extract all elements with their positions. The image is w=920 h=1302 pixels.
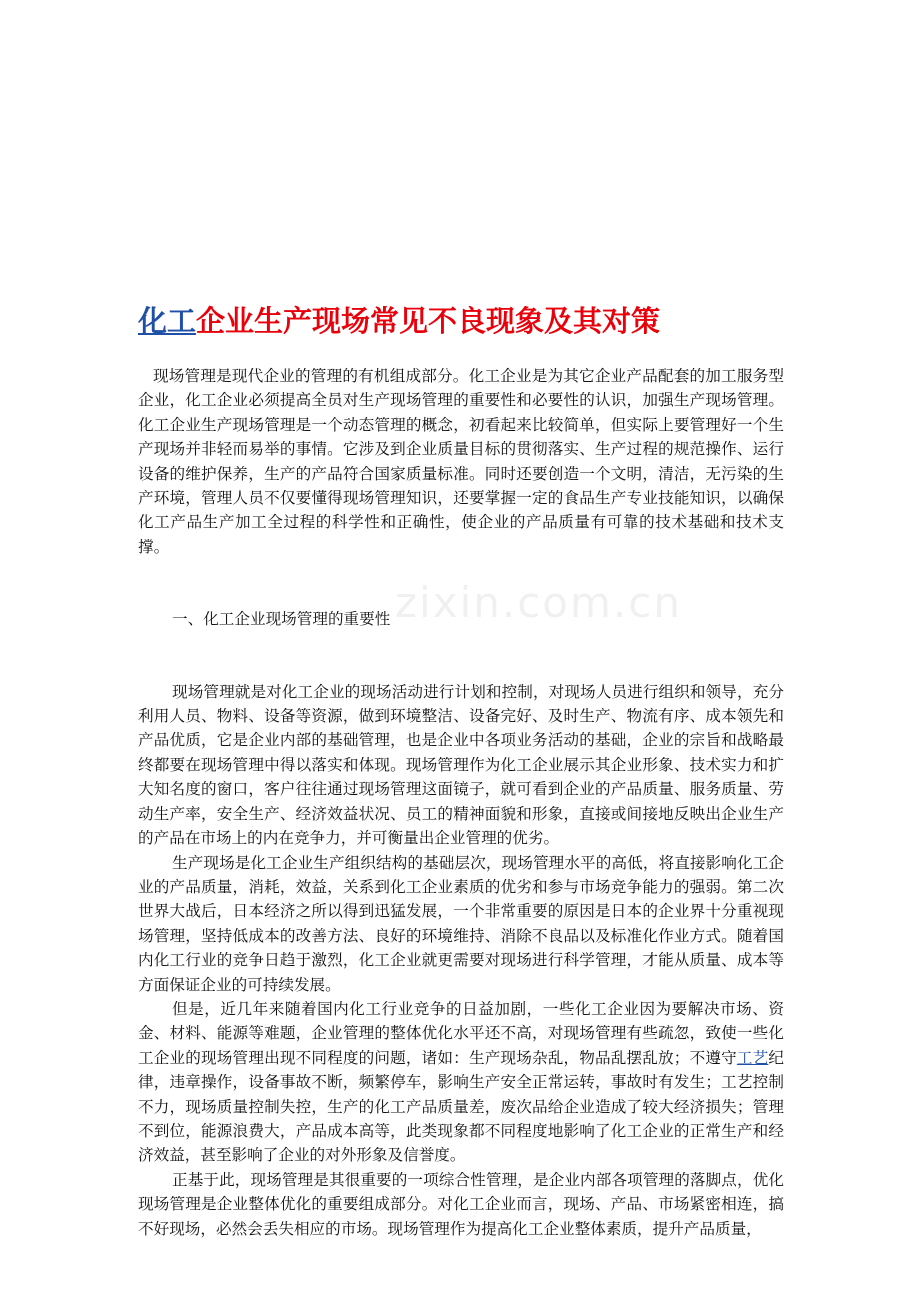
- body-paragraph-4: 正基于此，现场管理是其很重要的一项综合性管理，是企业内部各项管理的落脚点，优化现场管理是企业整体优化的重要组成部分。对化工企业而言，现场、产品、市场紧密相连，搞不好现场，必然会丢失相应的市场。现场管理作为提高化工企业整体素质，提升产品质量，: [138, 1170, 784, 1238]
- title-text: 企业生产现场常见不良现象及其对策: [196, 304, 661, 338]
- inline-link-gongyi[interactable]: 工艺: [736, 1048, 769, 1067]
- watermark: zixin.com.cn: [395, 578, 682, 627]
- body-paragraph-2: 生产现场是化工企业生产组织结构的基础层次，现场管理水平的高低，将直接影响化工企业的产品质量，消耗，效益，关系到化工企业素质的优劣和参与市场竞争能力的强弱。第二次世界大战后，日本经济之所以得到迅猛发展，一个非常重要的原因是日本的企业界十分重视现场管理，坚持低成本的改善方法、良好的环境维持、消除不良品以及标准化作业方式。随着国内化工行业的竞争日趋于激烈，化工企业就更需要对现场进行科学管理，才能从质量、成本等方面保证企业的可持续发展。: [138, 853, 784, 994]
- section-heading: 一、化工企业现场管理的重要性: [172, 610, 391, 629]
- document-body: [138, 364, 784, 1241]
- document-title: [138, 299, 660, 340]
- body-paragraph-3: [138, 997, 784, 1168]
- body-paragraph-1: 现场管理就是对化工企业的现场活动进行计划和控制，对现场人员进行组织和领导，充分利用人员、物料、设备等资源，做到环境整洁、设备完好、及时生产、物流有序、成本领先和产品优质，它是企业内部的基础管理，也是企业中各项业务活动的基础，企业的宗旨和战略最终都要在现场管理中得以落实和体现。现场管理作为化工企业展示其企业形象、技术实力和扩大知名度的窗口，客户往往通过现场管理这面镜子，就可看到企业的产品质量、服务质量、劳动生产率，安全生产、经济效益状况、员工的精神面貌和形象，直接或间接地反映出企业生产的产品在市场上的内在竞争力，并可衡量出企业管理的优劣。: [138, 682, 784, 848]
- paragraph-3-text-a: 但是，近几年来随着国内化工行业竞争的日益加剧，一些化工企业因为要解决市场、资金、材料、能源等难题，企业管理的整体优化水平还不高，对现场管理有些疏忽，致使一些化工企业的现场管理出现不同程度的问题，诸如：生产现场杂乱，物品乱摆乱放；不遵守: [138, 999, 784, 1067]
- paragraph-3-text-b: 纪律，违章操作，设备事故不断，频繁停车，影响生产安全正常运转，事故时有发生；工艺控制不力，现场质量控制失控，生产的化工产品质量差，废次品给企业造成了较大经济损失；管理不到位，能源浪费大，产品成本高等，此类现象都不同程度地影响了化工企业的正常生产和经济效益，甚至影响了企业的对外形象及信誉度。: [138, 1048, 784, 1165]
- intro-paragraph: 现场管理是现代企业的管理的有机组成部分。化工企业是为其它企业产品配套的加工服务型企业，化工企业必须提高全员对生产现场管理的重要性和必要性的认识，加强生产现场管理。化工企业生产现场管理是一个动态管理的概念，初看起来比较简单，但实际上要管理好一个生产现场并非轻而易举的事情。它涉及到企业质量目标的贯彻落实、生产过程的规范操作、运行设备的维护保养，生产的产品符合国家质量标准。同时还要创造一个文明，清洁，无污染的生产环境，管理人员不仅要懂得现场管理知识，还要掌握一定的食品生产专业技能知识，以确保化工产品生产加工全过程的科学性和正确性，使企业的产品质量有可靠的技术基础和技术支撑。: [138, 367, 784, 556]
- title-link[interactable]: 化工: [138, 304, 197, 338]
